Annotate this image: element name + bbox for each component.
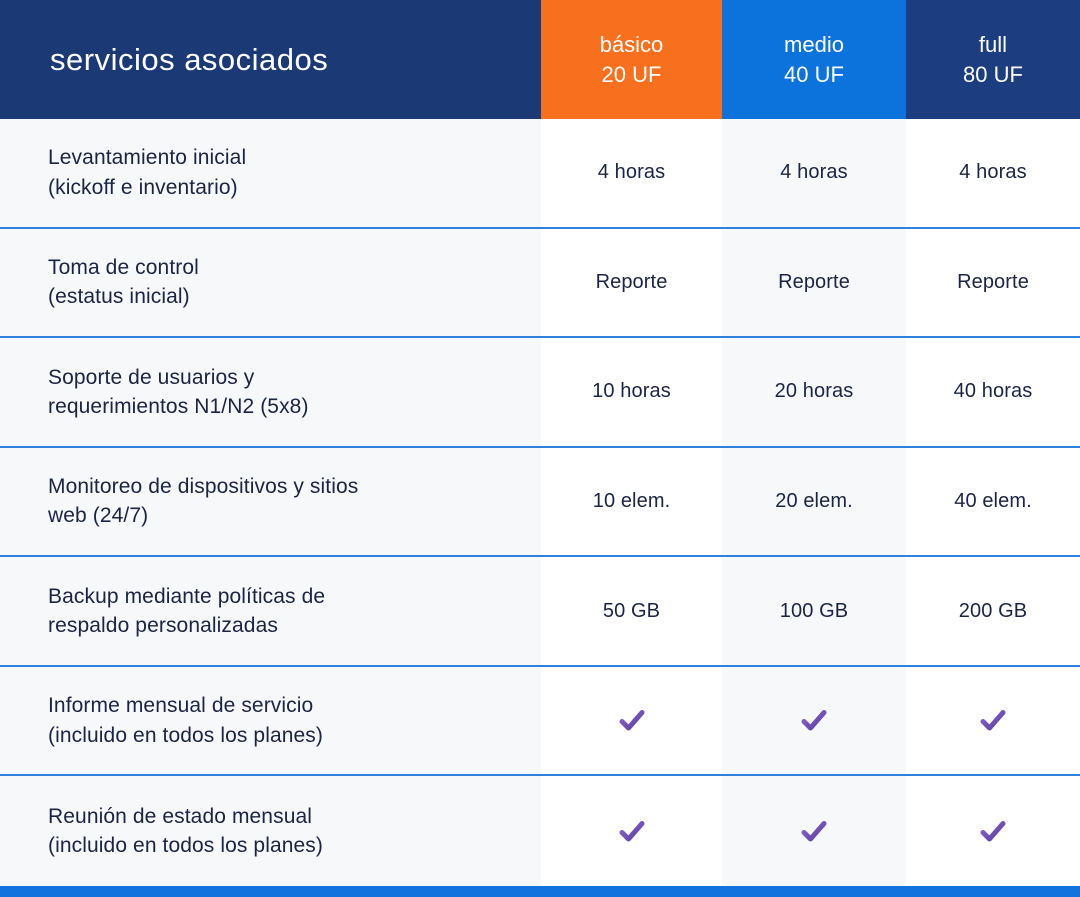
plan-basico [600, 30, 664, 88]
cell-value: 20 elem. [722, 448, 906, 558]
cell-check [541, 667, 722, 777]
row-label: Levantamiento inicial (kickoff e inventario) [0, 119, 541, 229]
check-icon [618, 708, 646, 733]
plan-header-basico [541, 0, 722, 119]
cell-check [541, 776, 722, 886]
row-label: Reunión de estado mensual (incluido en todos los planes) [0, 776, 541, 886]
cell-value: 40 horas [906, 338, 1080, 448]
cell-check [906, 776, 1080, 886]
page-title: servicios asociados [50, 41, 329, 77]
cell-value: 10 elem. [541, 448, 722, 558]
table-title-header [0, 0, 541, 119]
row-label: Soporte de usuarios y requerimientos N1/N2 (5x8) [0, 338, 541, 448]
cell-value: 20 horas [722, 338, 906, 448]
cell-check [722, 776, 906, 886]
cell-check [722, 667, 906, 777]
plan-name: medio [784, 32, 844, 58]
cell-value: 40 elem. [906, 448, 1080, 558]
cell-value: 200 GB [906, 557, 1080, 667]
cell-value: Reporte [541, 229, 722, 339]
check-icon [800, 708, 828, 733]
cell-value: 4 horas [722, 119, 906, 229]
row-label: Backup mediante políticas de respaldo personalizadas [0, 557, 541, 667]
plan-name: full [978, 32, 1008, 58]
cell-value: 10 horas [541, 338, 722, 448]
check-icon [800, 819, 828, 844]
row-label: Informe mensual de servicio (incluido en todos los planes) [0, 667, 541, 777]
check-icon [979, 819, 1007, 844]
check-icon [618, 819, 646, 844]
cell-value: Reporte [906, 229, 1080, 339]
cell-value: Reporte [722, 229, 906, 339]
cell-value: 4 horas [906, 119, 1080, 229]
bottom-accent-bar [0, 886, 1080, 897]
row-label: Toma de control (estatus inicial) [0, 229, 541, 339]
plan-name: básico [599, 32, 664, 58]
plan-price: 20 UF [601, 61, 662, 87]
row-label: Monitoreo de dispositivos y sitios web (24/7) [0, 448, 541, 558]
plan-price: 40 UF [784, 61, 844, 87]
cell-check [906, 667, 1080, 777]
cell-value: 4 horas [541, 119, 722, 229]
check-icon [979, 708, 1007, 733]
plan-medio [784, 30, 844, 88]
plan-price: 80 UF [963, 61, 1023, 87]
plan-header-full [906, 0, 1080, 119]
plan-full [963, 30, 1023, 88]
cell-value: 100 GB [722, 557, 906, 667]
cell-value: 50 GB [541, 557, 722, 667]
plan-header-medio [722, 0, 906, 119]
